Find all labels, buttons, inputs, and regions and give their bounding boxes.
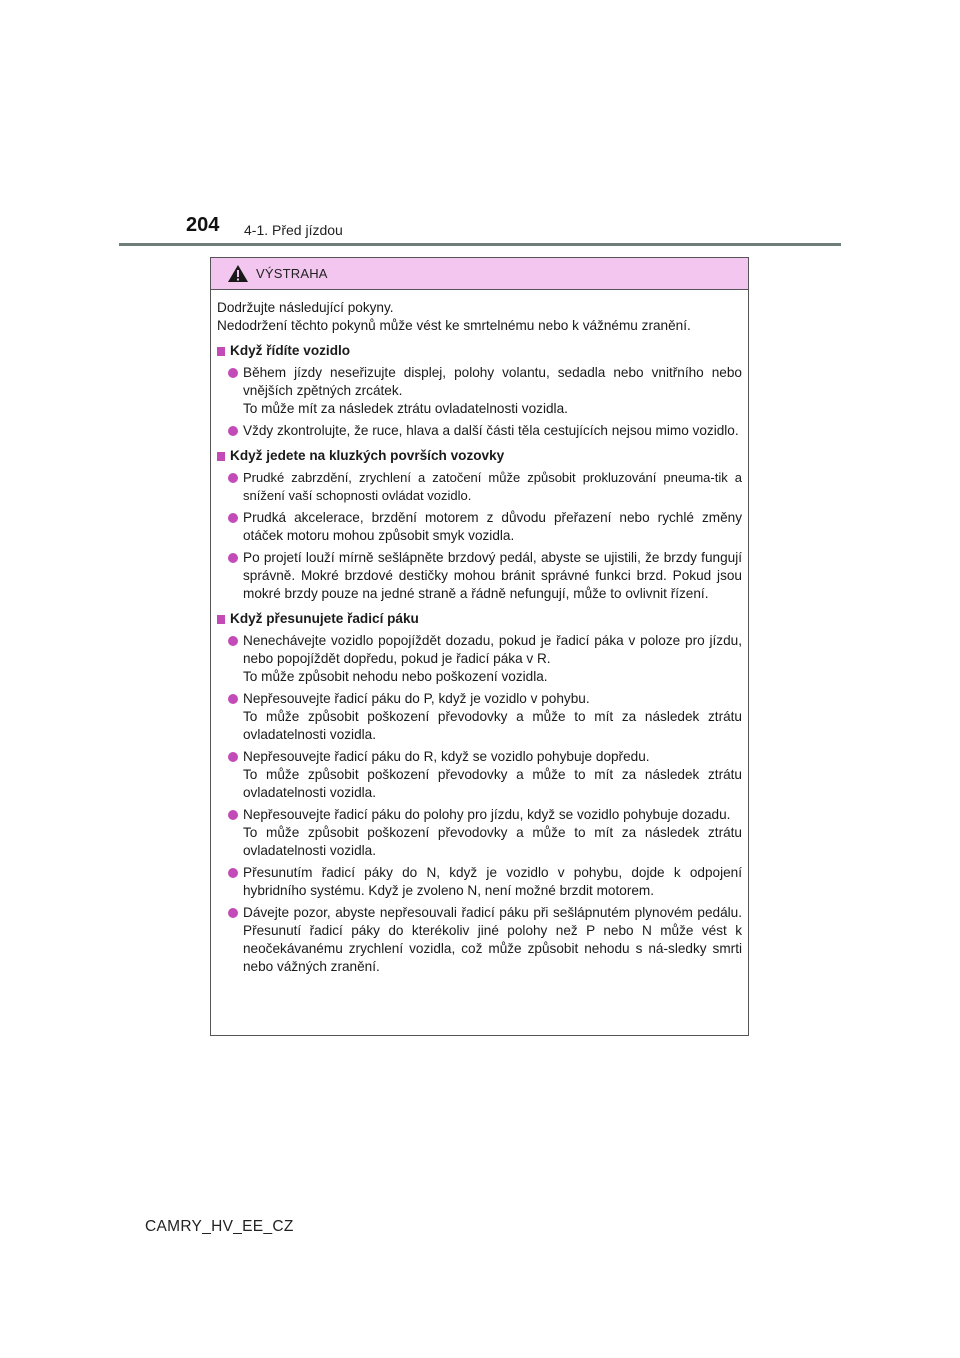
circle-bullet-icon (228, 426, 238, 436)
warning-intro (217, 299, 742, 335)
section-heading (217, 342, 742, 360)
bullet-text: To může způsobit poškození převodovky a může to mít za následek ztrátu ovladatelnosti vozidla. (243, 709, 742, 742)
bullet-text: To může způsobit poškození převodovky a může to mít za následek ztrátu ovladatelnosti vozidla. (243, 825, 742, 858)
warning-title: VÝSTRAHA (256, 266, 328, 281)
list-item (217, 549, 742, 603)
section-title: 4-1. Před jízdou (244, 222, 343, 238)
bullet-text: Nepřesouvejte řadicí páku do P, když je vozidlo v pohybu. (243, 691, 590, 706)
section-heading (217, 610, 742, 628)
list-item (217, 364, 742, 418)
circle-bullet-icon (228, 694, 238, 704)
intro-line: Dodržujte následující pokyny. (217, 300, 394, 315)
warning-body (211, 290, 748, 976)
bullet-text: To může mít za následek ztrátu ovladatelnosti vozidla. (243, 401, 568, 416)
bullet-text: Prudké zabrzdění, zrychlení a zatočení může způsobit prokluzování pneuma-tik a snížení vaší schopnosti ovládat vozidlo. (243, 470, 742, 503)
circle-bullet-icon (228, 553, 238, 563)
list-item (217, 806, 742, 860)
circle-bullet-icon (228, 513, 238, 523)
section-heading (217, 447, 742, 465)
warning-box (210, 257, 749, 1036)
bullet-text: Po projetí louží mírně sešlápněte brzdový pedál, abyste se ujistili, že brzdy fungují správně. Mokré brzdové destičky mohou bránit správné funkci brzd. Pokud jsou mokré brzdy pouze na jedné straně a řádně nefungují, může to ovlivnit řízení. (243, 550, 742, 601)
intro-line: Nedodržení těchto pokynů může vést ke smrtelnému nebo k vážnému zranění. (217, 318, 691, 333)
square-bullet-icon (217, 615, 225, 624)
list-item (217, 690, 742, 744)
square-bullet-icon (217, 452, 225, 461)
bullet-text: Během jízdy neseřizujte displej, polohy volantu, sedadla nebo vnitřního nebo vnějších zpětných zrcátek. (243, 365, 742, 398)
circle-bullet-icon (228, 752, 238, 762)
header-rule (119, 243, 841, 246)
list-item (217, 509, 742, 545)
bullet-text: Nepřesouvejte řadicí páku do polohy pro jízdu, když se vozidlo pohybuje dozadu. (243, 807, 731, 822)
bullet-text: Nenechávejte vozidlo popojíždět dozadu, pokud je řadicí páka v poloze pro jízdu, nebo popojíždět dopředu, pokud je řadicí páka v R. (243, 633, 742, 666)
bullet-text: Prudká akcelerace, brzdění motorem z důvodu přeřazení nebo rychlé změny otáček motoru mohou způsobit smyk vozidla. (243, 510, 742, 543)
list-item (217, 864, 742, 900)
bullet-text: Vždy zkontrolujte, že ruce, hlava a další části těla cestujících nejsou mimo vozidlo. (243, 423, 739, 438)
circle-bullet-icon (228, 368, 238, 378)
circle-bullet-icon (228, 868, 238, 878)
warning-triangle-icon (227, 264, 249, 283)
list-item (217, 422, 742, 440)
warning-header (211, 258, 748, 290)
circle-bullet-icon (228, 908, 238, 918)
bullet-text: Přesunutím řadicí páky do N, když je vozidlo v pohybu, dojde k odpojení hybridního systému. Když je zvoleno N, není možné brzdit motorem. (243, 865, 742, 898)
bullet-text: To může způsobit nehodu nebo poškození vozidla. (243, 669, 548, 684)
page-number: 204 (186, 214, 220, 236)
circle-bullet-icon (228, 810, 238, 820)
square-bullet-icon (217, 347, 225, 356)
footer-document-code: CAMRY_HV_EE_CZ (145, 1218, 294, 1235)
bullet-text: Dávejte pozor, abyste nepřesouvali řadicí páku při sešlápnutém plynovém pedálu. Přesunutí řadicí páky do kterékoliv jiné polohy než P nebo N může vést k neočekávanému zrychlení vozidla, což může způsobit nehodu s ná-sledky smrti nebo vážných zranění. (243, 905, 742, 974)
section-heading-text: Když přesunujete řadicí páku (230, 611, 419, 626)
list-item (217, 469, 742, 505)
list-item (217, 904, 742, 976)
list-item (217, 632, 742, 686)
section-heading-text: Když řídíte vozidlo (230, 343, 351, 358)
bullet-text: To může způsobit poškození převodovky a může to mít za následek ztrátu ovladatelnosti vozidla. (243, 767, 742, 800)
list-item (217, 748, 742, 802)
section-heading-text: Když jedete na kluzkých površích vozovky (230, 448, 505, 463)
bullet-text: Nepřesouvejte řadicí páku do R, když se vozidlo pohybuje dopředu. (243, 749, 650, 764)
circle-bullet-icon (228, 473, 238, 483)
circle-bullet-icon (228, 636, 238, 646)
